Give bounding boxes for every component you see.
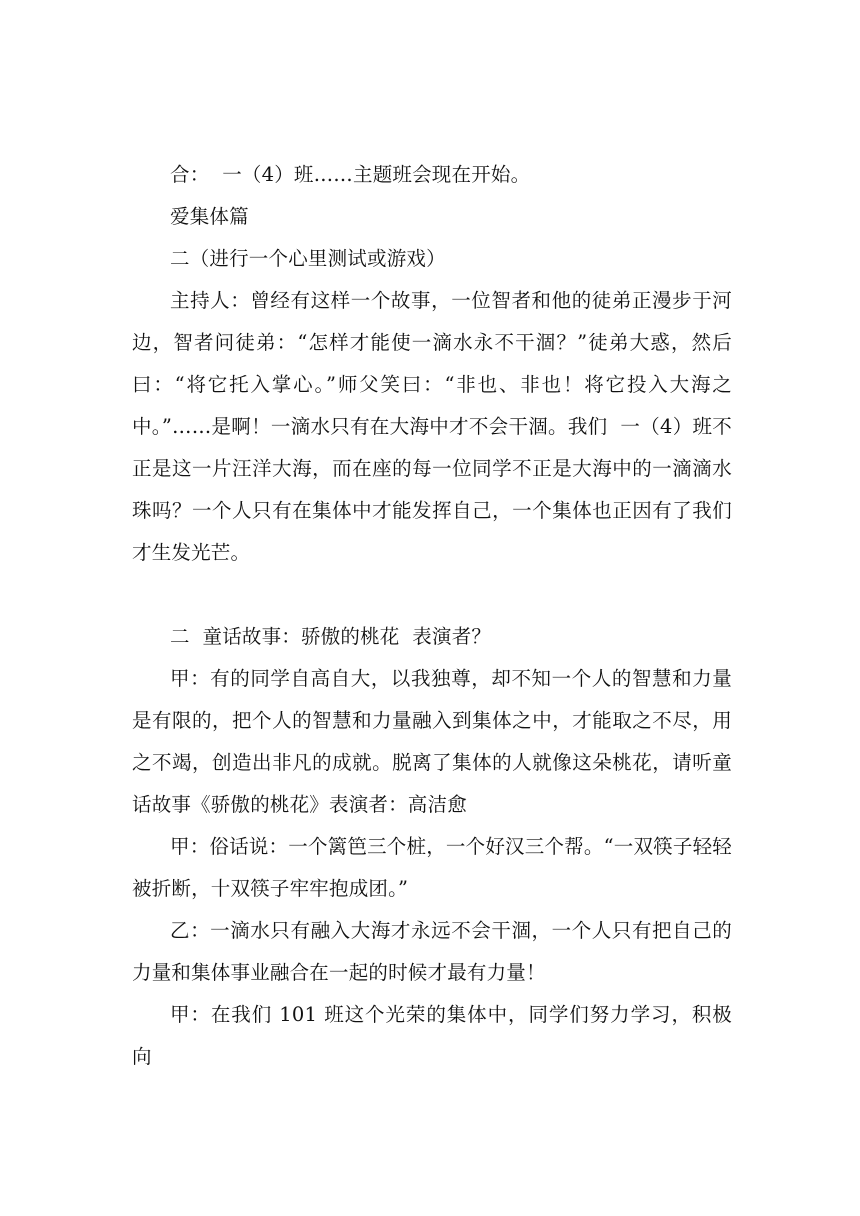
paragraph-opening: 合： 一（4）班……主题班会现在开始。: [170, 163, 531, 186]
paragraph-jia-1: 甲：有的同学自高自大，以我独尊，却不知一个人的智慧和力量是有限的，把个人的智慧和力量融入到集体之中，才能取之不尽，用之不竭，创造出非凡的成就。脱离了集体的人就像这朵桃花，请听童话故事《骄傲的桃花》表演者：高洁愈: [132, 667, 732, 816]
paragraph-section-heading: 爱集体篇: [170, 205, 249, 228]
paragraph-host-story: 主持人：曾经有这样一个故事，一位智者和他的徒弟正漫步于河边，智者问徒弟：“怎样才能使一滴水永不干涸？”徒弟大惑，然后曰：“将它托入掌心。”师父笑曰：“非也、非也！将它投入大海之中。”……是啊！一滴水只有在大海中才不会干涸。我们 一（4）班不正是这一片汪洋大海，而在座的每一位同学不正是大海中的一滴滴水珠吗？一个人只有在集体中才能发挥自己，一个集体也正因有了我们才生发光芒。: [132, 289, 732, 564]
paragraph-yi-1: 乙：一滴水只有融入大海才永远不会干涸，一个人只有把自己的力量和集体事业融合在一起的时候才最有力量！: [132, 919, 732, 984]
paragraph-fairy-tale-heading: 二 童话故事：骄傲的桃花 表演者？: [170, 625, 492, 648]
paragraph-jia-2: 甲：俗话说：一个篱笆三个桩，一个好汉三个帮。“一双筷子轻轻被折断，十双筷子牢牢抱成团。”: [132, 835, 732, 900]
document-body: [132, 154, 732, 1078]
blank-line: [132, 574, 732, 616]
paragraph-jia-3: 甲：在我们 101 班这个光荣的集体中，同学们努力学习，积极向: [132, 1003, 732, 1068]
paragraph-activity: 二（进行一个心里测试或游戏）: [170, 247, 446, 270]
